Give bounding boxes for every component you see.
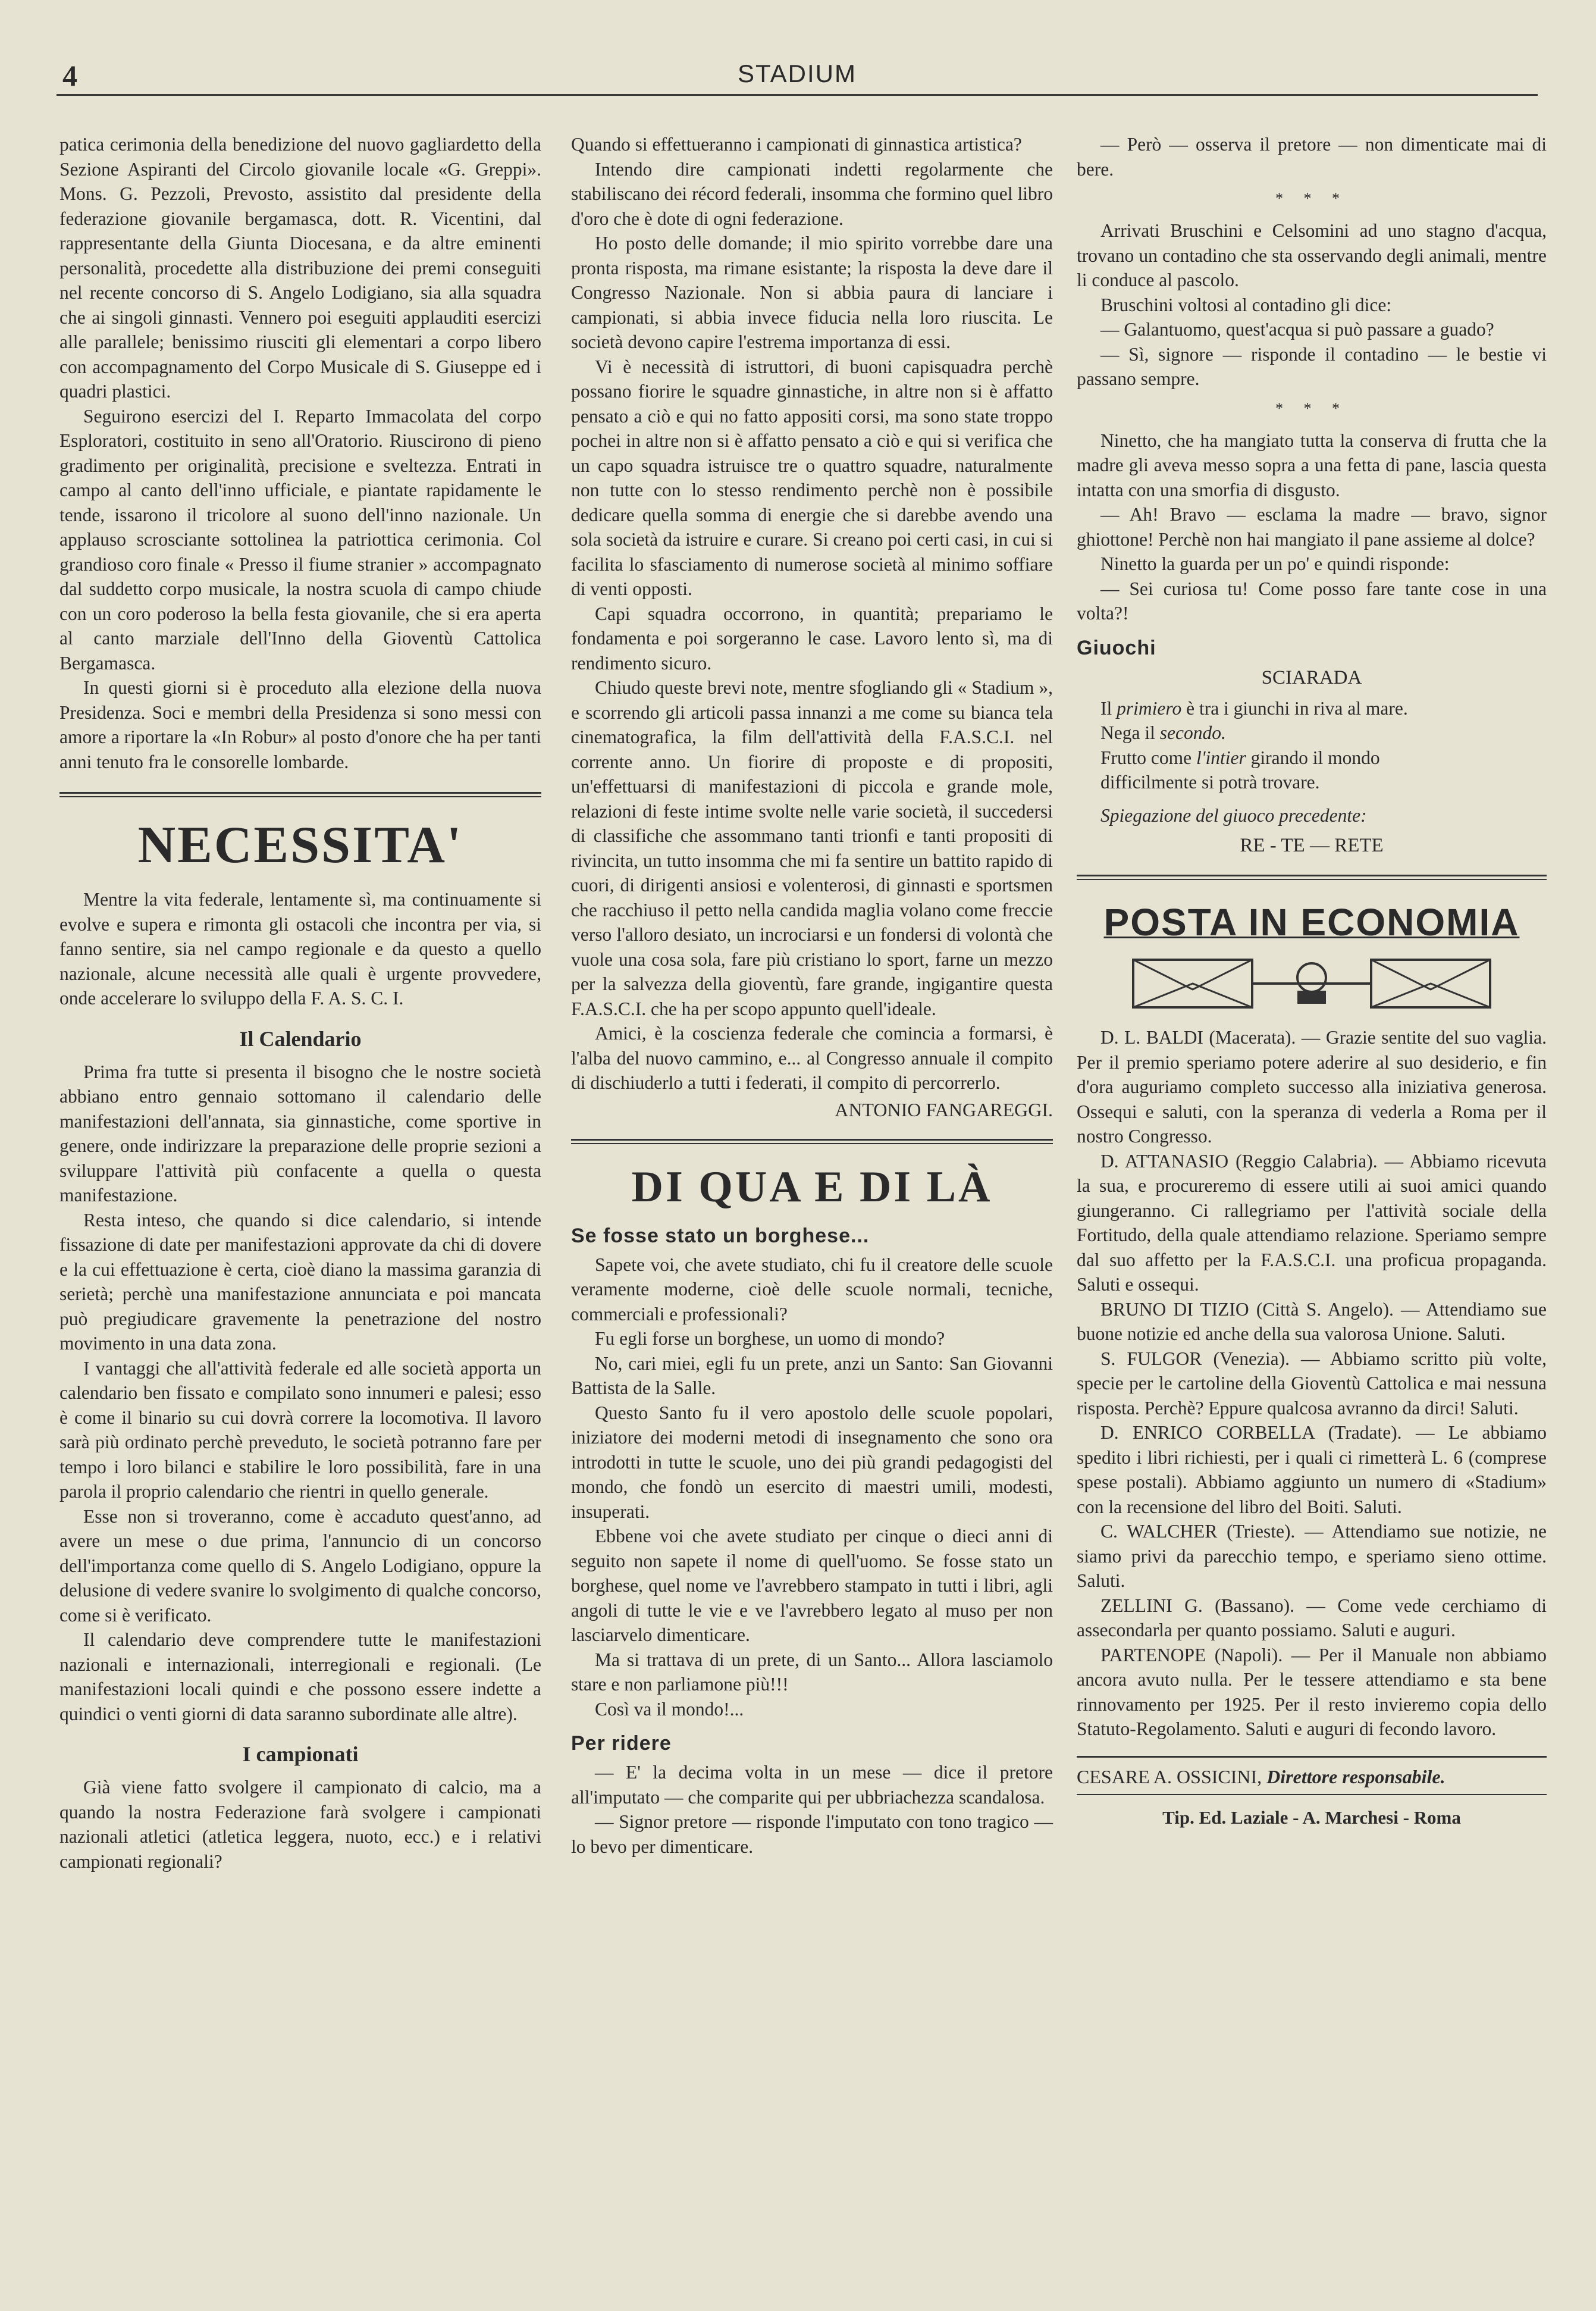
- paragraph: Amici, è la coscienza federale che comincia a formarsi, è l'alba del nuovo cammino, e... al Congresso annuale il compito di dischiuderlo a tutti i federati, il compito di percorrerlo.: [571, 1023, 1053, 1093]
- column-2: [571, 132, 1053, 1859]
- letter-item: ZELLINI G. (Bassano). — Come vede cerchiamo di assecondarla per quanto possiamo. Saluti e auguri.: [1077, 1595, 1547, 1640]
- paragraph: Ebbene voi che avete studiato per cinque o dieci anni di seguito non sapete il nome di quell'uomo. Se fosse stato un borghese, quel nome ve l'avrebbero stampato in tutti i libri, agli angoli di tutte le vie e ve l'avrebbero legato al muso per non lasciarvelo dimenticare.: [571, 1526, 1053, 1645]
- paragraph: No, cari miei, egli fu un prete, anzi un Santo: San Giovanni Battista de la Salle.: [571, 1352, 1053, 1398]
- paragraph: Il calendario deve comprendere tutte le manifestazioni nazionali e internazionali, interregionali e regionali. (Le manifestazioni locali quindi e che possono essere indette a quindici o venti giorni di data saranno subordinate alle altre).: [59, 1629, 541, 1724]
- letter-item: D. L. BALDI (Macerata). — Grazie sentite del suo vaglia. Per il premio speriamo potere aderire al suo desiderio, e fin d'ora auguriamo completo successo alla iniziativa generosa. Ossequi e saluti, con la speranza di vederla a Roma per il nostro Congresso.: [1077, 1027, 1547, 1147]
- author-signature: ANTONIO FANGAREGGI.: [835, 1098, 1053, 1120]
- page-header: [57, 55, 1538, 96]
- paragraph: Vi è necessità di istruttori, di buoni capisquadra perchè possano fiorire le squadre ginnastiche, in altre non si è affatto pensato a ciò e qui no fatto appositi corsi, ma sono state troppo pochei in altre non si è affatto pensato a ciò e qui si verifica che un capo squadra istruisce tre o quattro squadre, naturalmente non tutte con lo stesso rendimento perchè non è possibile dedicare quella somma di energie che si darebbe avendo una sola società da istruire e curare. Si creano poi certi casi, in cui si facilita lo sfasciamento di numerose società al minimo soffiare di venti opposti.: [571, 356, 1053, 599]
- article-title-necessita: NECESSITA': [137, 816, 463, 874]
- letter-item: D. ENRICO CORBELLA (Tradate). — Le abbiamo spedito i libri richiesti, per i quali ci rimetterà L. 6 (comprese spese postali). Abbiamo aggiunto un numero di «Stadium» con la recensione del libro del Boiti. Saluti.: [1077, 1422, 1547, 1517]
- paragraph: Sapete voi, che avete studiato, chi fu il creatore delle scuole veramente moderne, cioè delle scuole normali, tecniche, commerciali e professionali?: [571, 1254, 1053, 1324]
- subheading-per-ridere: Per ridere: [571, 1732, 672, 1755]
- divider: [1077, 1756, 1547, 1758]
- paragraph: — Sei curiosa tu! Come posso fare tante cose in una volta?!: [1077, 578, 1547, 624]
- paragraph: — Però — osserva il pretore — non dimenticate mai di bere.: [1077, 134, 1547, 180]
- subheading-giuochi: Giuochi: [1077, 636, 1156, 659]
- page-number: 4: [62, 59, 77, 92]
- letter-item: BRUNO DI TIZIO (Città S. Angelo). — Attendiamo sue buone notizie ed anche della sua valorosa Unione. Saluti.: [1077, 1298, 1547, 1344]
- envelope-ornament-icon: [1077, 948, 1547, 1013]
- column-3: [1077, 132, 1547, 1828]
- letter-item: D. ATTANASIO (Reggio Calabria). — Abbiamo ricevuta la sua, e procureremo di essere utili ai suoi amici quando giungeranno. Ci rallegriamo per l'attività sociale della Fortitudo, della quale attendiamo relazione. Speriamo sempre dal suo affetto per la F.A.S.C.I. una proficua propaganda. Saluti e ossequi.: [1077, 1150, 1547, 1295]
- puzzle-verse: Il primiero è tra i giunchi in riva al mare. Nega il secondo. Frutto come l'intier girando il mondo difficilmente si potrà trovare. Spiegazione del giuoco precedente:: [1100, 697, 1408, 826]
- letter-item: S. FULGOR (Venezia). — Abbiamo scritto più volte, specie per le cartoline della Gioventù Cattolica e mai nessuna risposta. Perchè? Eppure qualcosa avranno da dirci! Saluti.: [1077, 1348, 1547, 1418]
- divider: [59, 792, 541, 797]
- separator-stars: * * *: [1275, 190, 1348, 207]
- paragraph: Fu egli forse un borghese, un uomo di mondo?: [595, 1328, 945, 1349]
- paragraph: Bruschini voltosi al contadino gli dice:: [1100, 294, 1392, 315]
- paragraph: Prima fra tutte si presenta il bisogno che le nostre società abbiano entro gennaio sottomano il calendario delle manifestazioni dell'annata, sia ginnastiche, come sportive in genere, onde indirizzare la preparazione delle proprie sezioni a sviluppare l'attività più confacente a quella o questa manifestazione.: [59, 1061, 541, 1205]
- article-title-di-qua-e-di-la: DI QUA E DI LÀ: [631, 1162, 993, 1211]
- posta-title: POSTA IN ECONOMIA: [1103, 901, 1520, 944]
- paragraph: Ninetto, che ha mangiato tutta la conserva di frutta che la madre gli aveva messo sopra a una fetta di pane, lascia questa intatta con una smorfia di disgusto.: [1077, 430, 1547, 500]
- paragraph: Questo Santo fu il vero apostolo delle scuole popolari, iniziatore dei moderni metodi di insegnamento che sono ora introdotti in tutte le scuole, uno dei più grandi pedagogisti del mondo, che fondò un esercito di maestri umili, modesti, insuperati.: [571, 1402, 1053, 1522]
- paragraph: Esse non si troveranno, come è accaduto quest'anno, ad avere un mese o due prima, l'annuncio di un concorso dell'importanza come quello di S. Angelo Lodigiano, oppure la delusione di vedere svanire lo svolgimento di qualche concorso, come si è verificato.: [59, 1505, 541, 1626]
- paragraph: — Sì, signore — risponde il contadino — le bestie vi passano sempre.: [1077, 343, 1547, 389]
- subheading-borghese: Se fosse stato un borghese...: [571, 1224, 870, 1247]
- letter-item: PARTENOPE (Napoli). — Per il Manuale non abbiamo ancora avuto nulla. Per le tessere attendiamo e sta bene rinnovamento per 1925. Per il resto invieremo copia dello Statuto-Regolamento. Saluti e auguri di fecondo lavoro.: [1077, 1644, 1547, 1739]
- paragraph: — Signor pretore — risponde l'imputato con tono tragico — lo bevo per dimenticare.: [571, 1811, 1053, 1857]
- editor-credit: CESARE A. OSSICINI, Direttore responsabile.: [1077, 1765, 1446, 1787]
- paragraph: Intendo dire campionati indetti regolarmente che stabiliscano dei récord federali, insomma che formino quel libro d'oro che è dote di ogni federazione.: [571, 158, 1053, 229]
- divider: [1077, 1794, 1547, 1795]
- subheading-campionati: I campionati: [242, 1742, 359, 1766]
- paragraph: I vantaggi che all'attività federale ed alle società apporta un calendario ben fissato e compilato sono innumeri e palesi; esso è come il binario su cui dovrà correre la locomotiva. Il lavoro sarà più ordinato perchè preveduto, le società potranno fare per tempo i loro bilanci e stabilire le loro possibilità, fare in una parola il proprio calendario che rientri in quello generale.: [59, 1357, 541, 1502]
- column-1: [59, 132, 541, 1874]
- paragraph: Così va il mondo!...: [595, 1698, 744, 1720]
- solution-label: Spiegazione del giuoco precedente:: [1100, 804, 1367, 826]
- paragraph: Già viene fatto svolgere il campionato di calcio, ma a quando la nostra Federazione farà svolgere i campionati nazionali atletici (atletica leggera, nuoto, ecc.) e i relativi campionati regionali?: [59, 1777, 541, 1872]
- paragraph: Quando si effettueranno i campionati di ginnastica artistica?: [571, 134, 1022, 155]
- paragraph: — E' la decima volta in un mese — dice il pretore all'imputato — che comparite qui per ubbriachezza scandalosa.: [571, 1762, 1053, 1808]
- paragraph: Ho posto delle domande; il mio spirito vorrebbe dare una pronta risposta, ma rimane esistante; la risposta la deve dare il Congresso Nazionale. Non si abbia paura di lanciare i campionati, si abbia invece fiducia nella loro riuscita. Le società devono capire l'estrema importanza di essi.: [571, 233, 1053, 352]
- paragraph: In questi giorni si è proceduto alla elezione della nuova Presidenza. Soci e membri della Presidenza si sono messi con amore a riportare la «In Robur» al posto d'onore che ha per tanti anni tenuto fra le consorelle lombarde.: [59, 677, 541, 772]
- paragraph: patica cerimonia della benedizione del nuovo gagliardetto della Sezione Aspiranti del Circolo giovanile locale «G. Greppi». Mons. G. Pezzoli, Prevosto, assistito dal presidente della federazione giovanile bergamasca, dott. R. Vicentini, dal rappresentante della Giunta Diocesana, e da altre eminenti personalità, procedette alla distribuzione dei premi conseguiti nel recente concorso di S. Angelo Lodigiano, sia alla squadra che ai singoli ginnasti. Vennero poi eseguiti applauditi esercizi alle parallele; benissimo riusciti gli elementari a corpo libero con accompagnamento del Corpo Musicale di S. Giuseppe ed i quadri plastici.: [59, 134, 541, 402]
- subheading-calendario: Il Calendario: [239, 1026, 362, 1051]
- paragraph: Chiudo queste brevi note, mentre sfogliando gli « Stadium », e scorrendo gli articoli passa innanzi a me come su bianca tela cinematografica, la film dell'attività della F.A.S.C.I. nel corrente anno. Un fiorire di proposte e di propositi, un'effettuarsi di manifestazioni di piccola e grande mole, relazioni di feste intime svolte nelle varie società, il succedersi di classifiche che assommano tanti trionfi e tanti propositi di rivincita, un tutto insomma che mi fa sentire un battito rapido di cuori, di dirigenti ansiosi e volenterosi, di ginnasti e sportsmen che racchiuso il petto nella candida maglia volano come freccie verso l'alloro desiato, un incrociarsi e un fondersi di volontà che vuole una cosa sola, fare più cristiano lo sport, farne un mezzo per la salvezza della gioventù, fare grande, ingigantire questa F.A.S.C.I. che ha per scopo appunto quell'ideale.: [571, 677, 1053, 1019]
- printer-credit: Tip. Ed. Laziale - A. Marchesi - Roma: [1162, 1806, 1461, 1828]
- paragraph: Capi squadra occorrono, in quantità; prepariamo le fondamenta e poi sorgeranno le case. Lavoro lento sì, ma di rendimento sicuro.: [571, 603, 1053, 674]
- puzzle-solution: RE - TE — RETE: [1240, 835, 1384, 856]
- separator-stars: * * *: [1275, 399, 1348, 417]
- paragraph: Arrivati Bruschini e Celsomini ad uno stagno d'acqua, trovano un contadino che sta osservando degli animali, mentre li conduce al pascolo.: [1077, 220, 1547, 290]
- paragraph: Ma si trattava di un prete, di un Santo... Allora lasciamolo stare e non parliamone più!!!: [571, 1649, 1053, 1695]
- letter-item: C. WALCHER (Trieste). — Attendiamo sue notizie, ne siamo privi da parecchio tempo, e speriamo sieno ottime. Saluti.: [1077, 1521, 1547, 1591]
- sciarada-title: SCIARADA: [1261, 666, 1362, 688]
- divider: [1077, 875, 1547, 880]
- paragraph: Resta inteso, che quando si dice calendario, si intende fissazione di date per manifestazioni approvate da chi di dovere e la cui effettuazione è certa, cioè diano la massima garanzia di serietà; perchè una manifestazione annunciata e poi mancata può pregiudicare gravemente la penetrazione del nostro movimento in una data zona.: [59, 1209, 541, 1354]
- masthead: STADIUM: [738, 60, 857, 87]
- paragraph: — Galantuomo, quest'acqua si può passare a guado?: [1100, 319, 1494, 340]
- paragraph: — Ah! Bravo — esclama la madre — bravo, signor ghiottone! Perchè non hai mangiato il pane assieme al dolce?: [1077, 504, 1547, 550]
- divider: [571, 1139, 1053, 1144]
- paragraph: Mentre la vita federale, lentamente sì, ma continuamente si evolve e supera e rimonta gli ostacoli che incontra per via, si fanno sentire, sia nel campo regionale e da questo a quello nazionale, alcune necessità alle quali è urgente provvedere, onde accelerare lo sviluppo della F. A. S. C. I.: [59, 889, 541, 1009]
- paragraph: Seguirono esercizi del I. Reparto Immacolata del corpo Esploratori, costituito in seno all'Oratorio. Riuscirono di pieno gradimento per originalità, precisione e sveltezza. Entrati in campo al canto dell'inno ufficiale, e piantate rapidamente le tende, issarono il tricolore al suono dell'inno nazionale. Un applauso scrosciante sottolinea la patriottica cerimonia. Col grandioso coro finale « Presso il fiume stranier » accompagnato dal suddetto corpo musicale, la nostra scuola di campo chiude con un coro poderoso la bella festa giovanile, che si era aperta al canto marziale dell'Inno della Gioventù Cattolica Bergamasca.: [59, 405, 541, 674]
- paragraph: Ninetto la guarda per un po' e quindi risponde:: [1100, 553, 1450, 574]
